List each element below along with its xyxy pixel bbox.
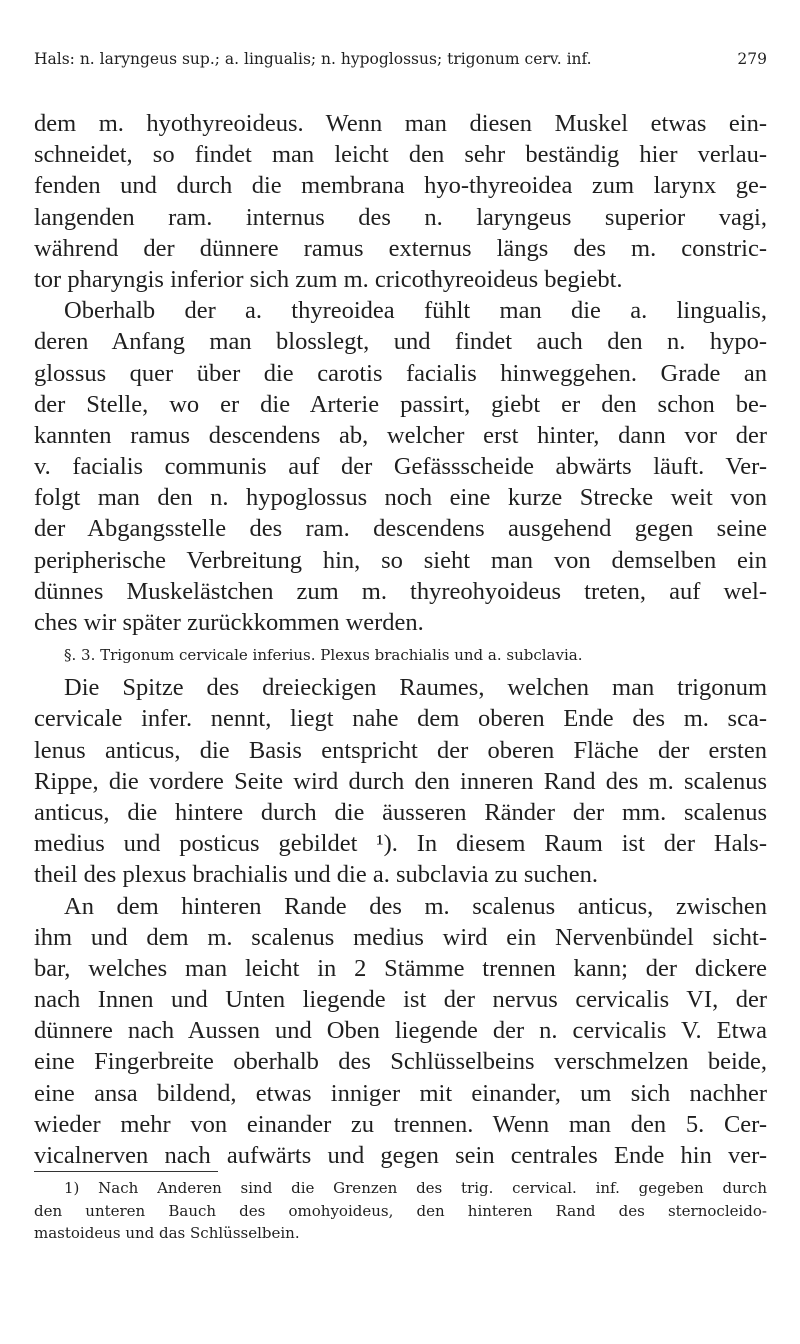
text-line: deren Anfang man blosslegt, und findet auch den n. hypo- <box>34 328 767 356</box>
text-line: dünnes Muskelästchen zum m. thyreohyoideus treten, auf wel- <box>34 577 767 605</box>
footnote <box>34 1177 767 1245</box>
text-line: kannten ramus descendens ab, welcher erst hinter, dann vor der <box>34 421 767 449</box>
text-line: v. facialis communis auf der Gefässscheide abwärts läuft. Ver- <box>34 453 767 481</box>
text-line: nach Innen und Unten liegende ist der nervus cervicalis VI, der <box>34 986 767 1014</box>
text-line: der Stelle, wo er die Arterie passirt, giebt er den schon be- <box>34 390 767 418</box>
text-line: schneidet, so findet man leicht den sehr beständig hier verlau- <box>34 141 767 169</box>
text-line: eine ansa bildend, etwas inniger mit einander, um sich nachher <box>34 1079 767 1107</box>
text-line: anticus, die hintere durch die äusseren Ränder der mm. scalenus <box>34 798 767 826</box>
section-heading: §. 3. Trigonum cervicale inferius. Plexus brachialis und a. subclavia. <box>64 646 583 665</box>
text-line: ches wir später zurückkommen werden. <box>34 609 424 636</box>
text-line: bar, welches man leicht in 2 Stämme trennen kann; der dickere <box>34 954 767 982</box>
text-line: tor pharyngis inferior sich zum m. cricothyreoideus begiebt. <box>34 265 623 293</box>
text-line: medius und posticus gebildet ¹). In diesem Raum ist der Hals- <box>34 830 767 858</box>
text-line: glossus quer über die carotis facialis hinweggehen. Grade an <box>34 359 767 387</box>
text-line: der Abgangsstelle des ram. descendens ausgehend gegen seine <box>34 515 767 543</box>
page-number: 279 <box>737 50 767 68</box>
main-text <box>34 108 767 1171</box>
text-line: eine Fingerbreite oberhalb des Schlüsselbeins verschmelzen beide, <box>34 1048 767 1076</box>
text-line: peripherische Verbreitung hin, so sieht man von demselben ein <box>34 546 767 574</box>
text-line: während der dünnere ramus externus längs des m. constric- <box>34 234 767 262</box>
text-line: lenus anticus, die Basis entspricht der oberen Fläche der ersten <box>34 736 767 764</box>
text-line: folgt man den n. hypoglossus noch eine kurze Strecke weit von <box>34 484 767 512</box>
text-line: vicalnerven nach aufwärts und gegen sein centrales Ende hin ver- <box>34 1142 767 1169</box>
text-line: ihm und dem m. scalenus medius wird ein Nervenbündel sicht- <box>34 923 767 951</box>
text-line: Rippe, die vordere Seite wird durch den inneren Rand des m. scalenus <box>34 767 767 795</box>
footnote-line: den unteren Bauch des omohyoideus, den hinteren Rand des sternocleido- <box>34 1201 767 1220</box>
text-line: cervicale infer. nennt, liegt nahe dem oberen Ende des m. sca- <box>34 705 767 733</box>
footnote-line: mastoideus und das Schlüsselbein. <box>34 1224 300 1242</box>
text-line: theil des plexus brachialis und die a. subclavia zu suchen. <box>34 861 599 889</box>
text-line: dem m. hyothyreoideus. Wenn man diesen Muskel etwas ein- <box>34 110 767 137</box>
text-line: An dem hinteren Rande des m. scalenus anticus, zwischen <box>64 892 767 920</box>
running-title: Hals: n. laryngeus sup.; a. lingualis; n. hypoglossus; trigonum cerv. inf. <box>34 50 592 68</box>
text-line: Oberhalb der a. thyreoidea fühlt man die a. lingualis, <box>64 297 767 325</box>
footnote-divider <box>34 1171 218 1172</box>
text-line: Die Spitze des dreieckigen Raumes, welchen man trigonum <box>64 674 767 702</box>
text-line: langenden ram. internus des n. laryngeus superior vagi, <box>34 203 767 231</box>
running-header <box>34 50 767 68</box>
text-line: wieder mehr von einander zu trennen. Wenn man den 5. Cer- <box>34 1110 767 1138</box>
text-line: fenden und durch die membrana hyo-thyreoidea zum larynx ge- <box>34 172 767 200</box>
footnote-line: 1) Nach Anderen sind die Grenzen des trig. cervical. inf. gegeben durch <box>64 1179 767 1197</box>
text-line: dünnere nach Aussen und Oben liegende der n. cervicalis V. Etwa <box>34 1017 767 1045</box>
